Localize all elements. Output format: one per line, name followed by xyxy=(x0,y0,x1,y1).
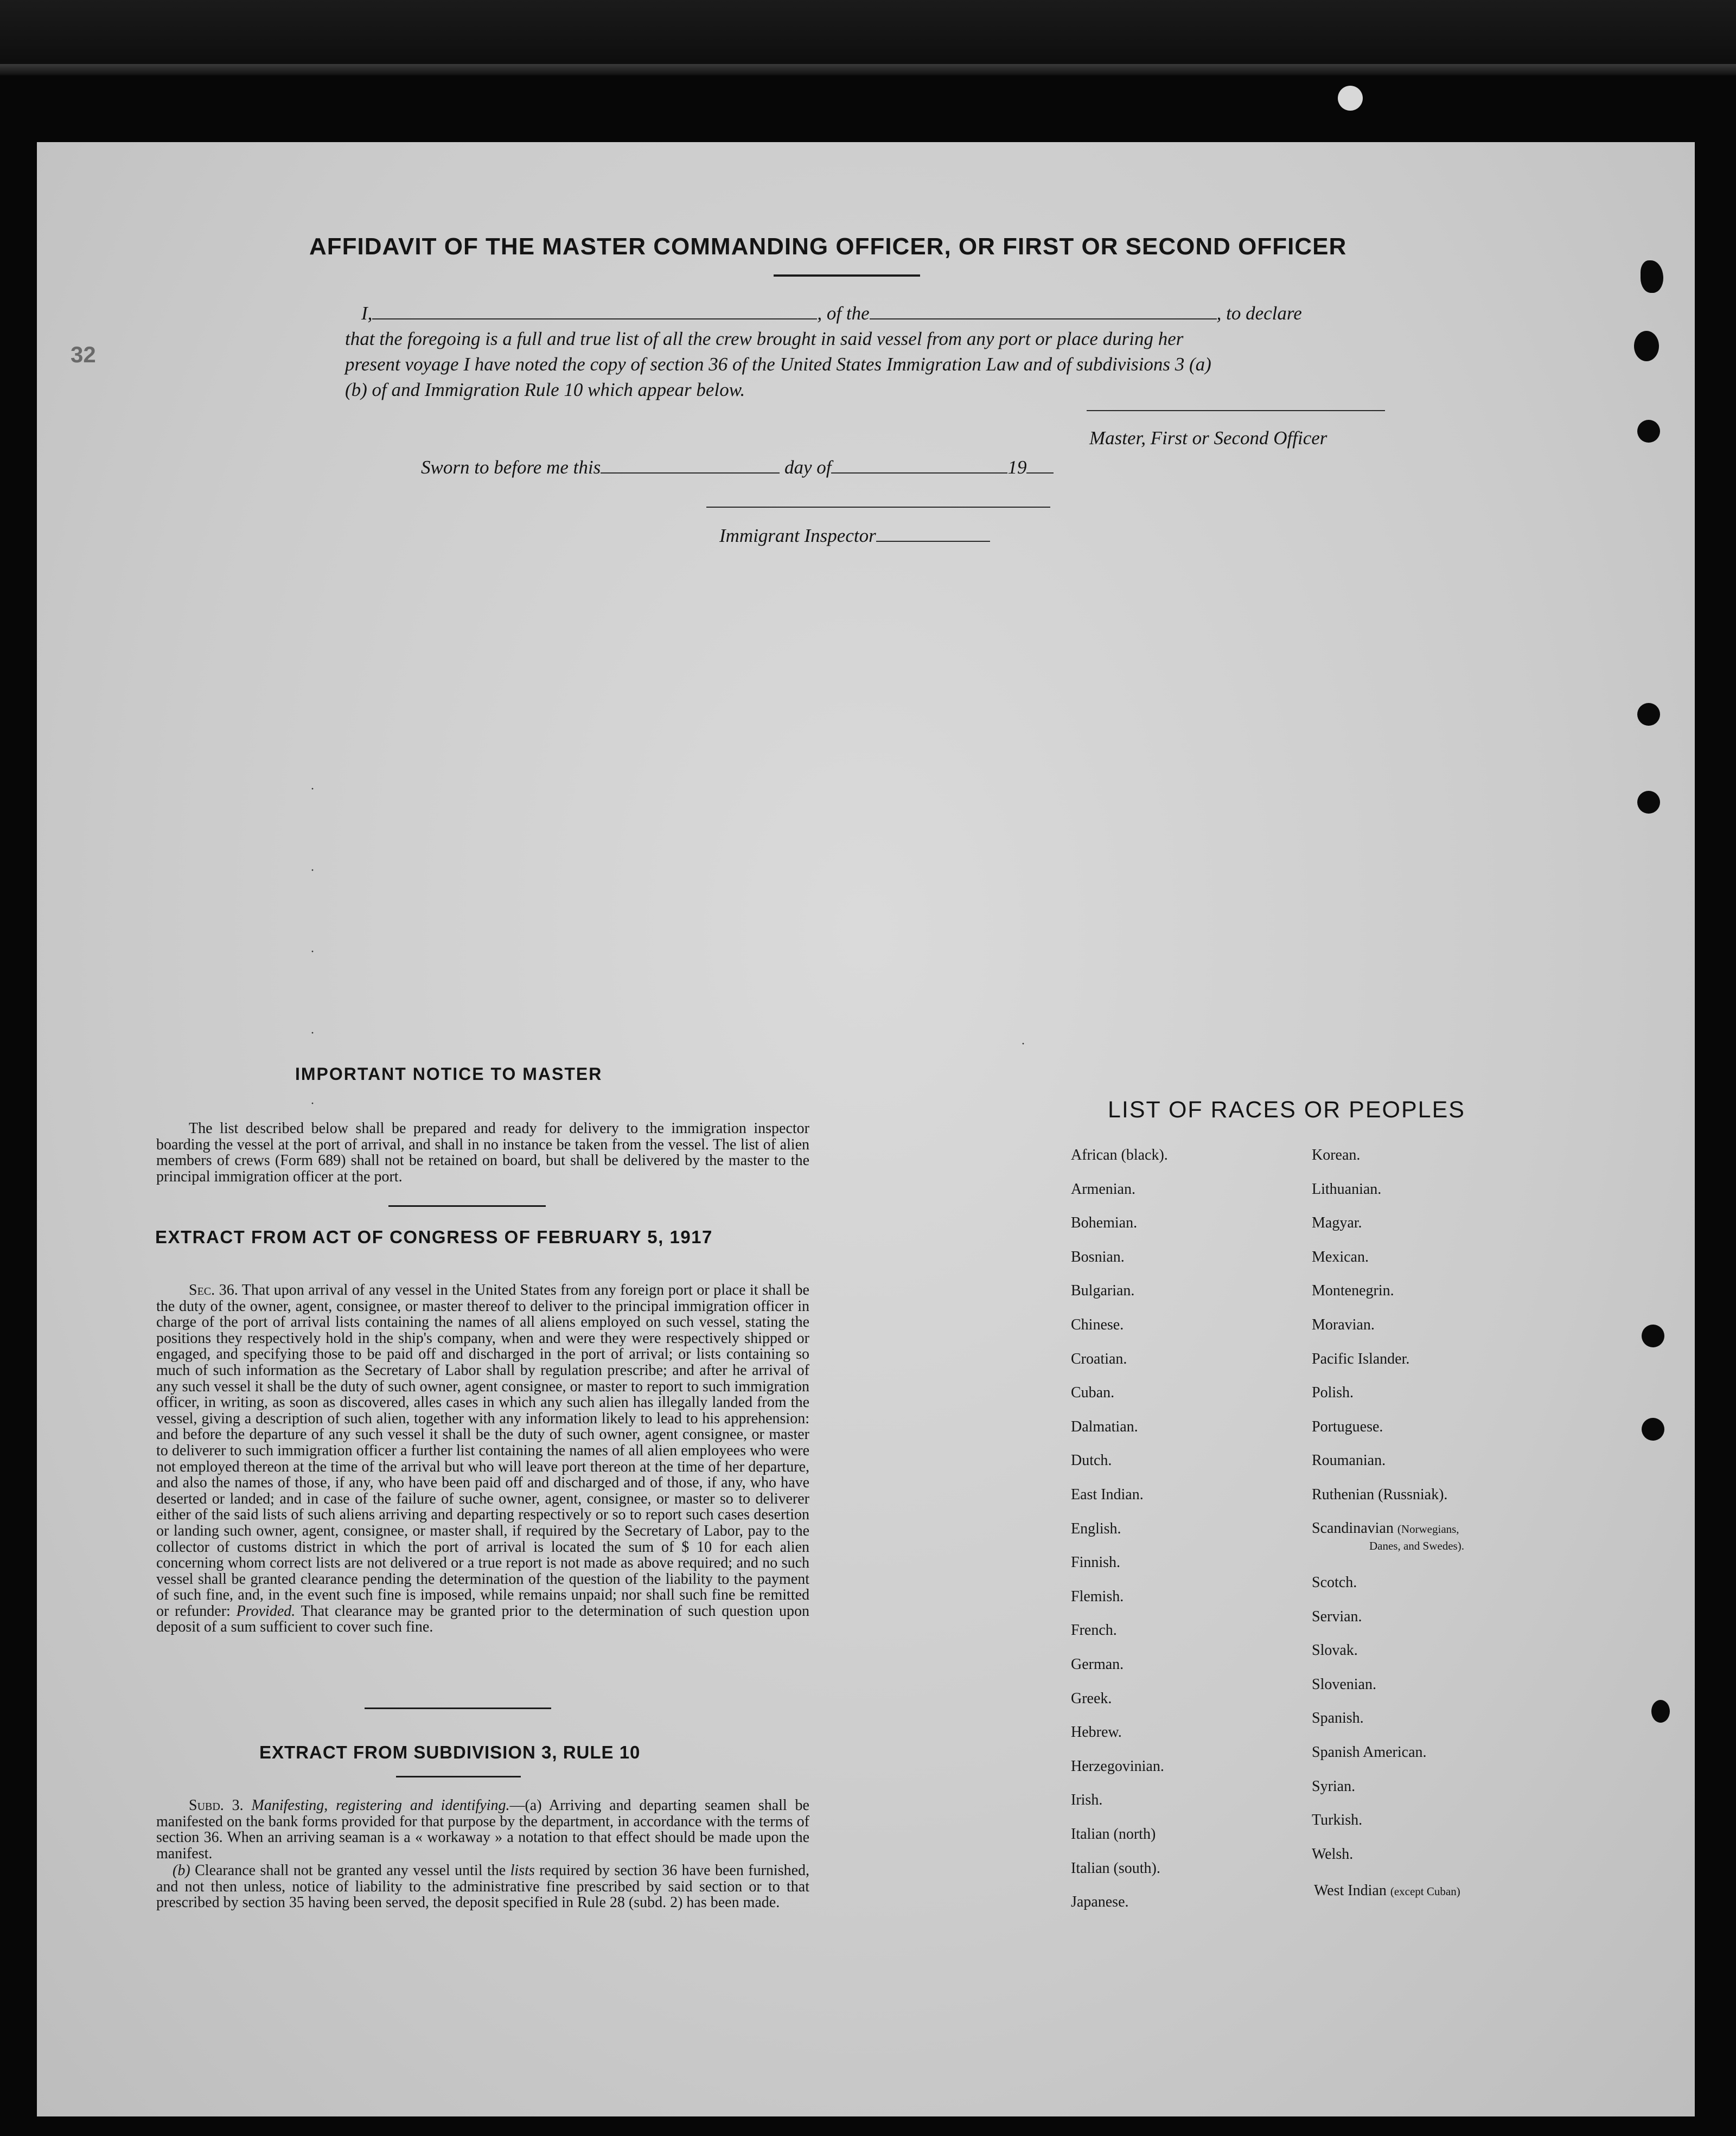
rule-subd-label: Subd. 3. xyxy=(189,1797,244,1814)
race-right_after-item: Syrian. xyxy=(1312,1777,1356,1795)
sworn-line xyxy=(421,455,1054,480)
affidavit-i: I, xyxy=(361,303,373,324)
race-left-item: English. xyxy=(1071,1520,1121,1537)
rule-title: EXTRACT FROM SUBDIVISION 3, RULE 10 xyxy=(259,1742,641,1762)
race-west-indian xyxy=(1314,1882,1460,1900)
affidavit-line-4: (b) of and Immigration Rule 10 which appear below. xyxy=(345,379,745,400)
act-body-end: That clearance may be granted prior to the determination of such question upon deposit of a sum sufficient to cover such fine. xyxy=(156,1602,810,1636)
race-right_after-item: Slovenian. xyxy=(1312,1675,1376,1693)
affidavit-line-1 xyxy=(361,300,1425,326)
race-left-item: Croatian. xyxy=(1071,1350,1127,1367)
race-left-item: Flemish. xyxy=(1071,1588,1124,1605)
punch-hole xyxy=(1637,791,1660,814)
affidavit-to-declare: , to declare xyxy=(1216,303,1302,324)
race-scandinavian-note-2: Danes, and Swedes). xyxy=(1369,1539,1464,1552)
notice-text: The list described below shall be prepared and ready for delivery to the immigration inspector boarding the vessel at the port of arrival, and shall in no instance be taken from the vessel. The list of alien members of crews (Form 689) shall not be retained on board, but shall be delivered by the master to the principal immigration officer at the port. xyxy=(156,1120,809,1185)
race-right-item: Montenegrin. xyxy=(1312,1282,1394,1300)
punch-hole xyxy=(1642,1325,1664,1347)
scanner-edge xyxy=(0,64,1736,75)
punch-hole xyxy=(1634,331,1659,361)
rule-part-b-label: (b) xyxy=(173,1862,190,1879)
race-right_after-item: Spanish. xyxy=(1312,1710,1364,1727)
race-scandinavian xyxy=(1312,1520,1464,1554)
stray-mark: · xyxy=(310,782,315,796)
punch-hole xyxy=(1637,703,1660,726)
act-section-label: Sec. 36. xyxy=(189,1282,238,1299)
notice-divider xyxy=(388,1205,546,1207)
race-west-indian-note: (except Cuban) xyxy=(1390,1885,1460,1898)
race-left-item: Cuban. xyxy=(1071,1384,1115,1402)
notice-title: IMPORTANT NOTICE TO MASTER xyxy=(295,1064,603,1084)
race-left-item: Finnish. xyxy=(1071,1554,1121,1571)
race-right_after-item: Servian. xyxy=(1312,1608,1362,1625)
punch-hole xyxy=(1637,420,1660,443)
inspector-line xyxy=(719,523,990,548)
race-left-item: French. xyxy=(1071,1622,1117,1639)
race-left-item: Dalmatian. xyxy=(1071,1418,1138,1435)
stray-mark: · xyxy=(310,1026,315,1040)
race-right-item: Ruthenian (Russniak). xyxy=(1312,1486,1448,1503)
rule-part-a xyxy=(156,1798,809,1862)
race-left-item: Hebrew. xyxy=(1071,1724,1122,1741)
race-right-item: Portuguese. xyxy=(1312,1418,1383,1435)
act-body: That upon arrival of any vessel in the United States from any foreign port or place it shall be the duty of the owner, agent, consignee, or master thereof to deliver to the principal immigration officer in charge of the port of arrival lists containing the names of all aliens employed on such vessel, stating the positions they respectively hold in the ship's company, when and were they were respectively shipped or engaged, and specifying those to be paid off and discharged in the port of arrival; or lists containing so much of such information as the Secretary of Labor shall by regulation prescribe; and after he arrival of any such vessel it shall be the duty of such owner, agent consignee, or master to report to such immigration officer, in writing, as soon as discovered, alles cases in which any such alien has illegally landed from the vessel, giving a description of such alien, together with any information likely to lead to his apprehension: and before the departure of any such vessel it shall be the duty of such owner, agent consignee, or master to deliverer to such immigration officer a further list containing the names of all alien employees who were not employed thereon at the time of the arrival but who will leave port thereon at the time of her departure, and also the names of those, if any, who have been paid off and discharged and of those, if any, who have deserted or landed; and in case of the failure of suche owner, agent, consignee, or master so to deliverer either of the said lists of such aliens arriving and departing respectively or so to report such cases desertion or landing such owner, agent, consignee, or master shall, if required by the Secretary of Labor, pay to the collector of customs district in which the port of arrival is located the sum of $ 10 for each alien concerning whom correct lists are not delivered or a true report is not made as above required; and no such vessel shall be granted clearance pending the determination of the question of the liability to the payment of such fine, and, in the event such fine is imposed, while remains unpaid; nor shall such fine be remitted or refunder: xyxy=(156,1282,809,1620)
race-right_after-item: Welsh. xyxy=(1312,1845,1354,1863)
race-left-item: East Indian. xyxy=(1071,1486,1144,1503)
affidavit-line-3: present voyage I have noted the copy of section 36 of the United States Immigration Law and of subdivisions 3 (a) xyxy=(345,354,1211,375)
rule-part-b-lists: lists xyxy=(510,1862,535,1879)
affidavit-of-the: , of the xyxy=(817,303,870,324)
race-right-item: Mexican. xyxy=(1312,1248,1369,1265)
act-text xyxy=(156,1282,809,1635)
race-right_after-item: Slovak. xyxy=(1312,1642,1358,1659)
race-left-item: Greek. xyxy=(1071,1690,1112,1707)
rule-part-b-text-2: required by section 36 have been furnished, and not then unless, notice of liability to the administrative fine prescribed by said section or to that prescribed by section 35 having been served, the deposit specified in Rule 28 (subd. 2) has been made. xyxy=(156,1862,810,1911)
affidavit-body xyxy=(345,300,1425,402)
race-right_after-item: Spanish American. xyxy=(1312,1744,1427,1761)
affidavit-title: AFFIDAVIT OF THE MASTER COMMANDING OFFICER, OR FIRST OR SECOND OFFICER xyxy=(309,233,1347,260)
rule-subd-heading: Manifesting, registering and identifying. xyxy=(251,1797,510,1814)
race-right-item: Lithuanian. xyxy=(1312,1180,1382,1198)
punch-hole xyxy=(1642,1418,1664,1441)
race-left-item: Dutch. xyxy=(1071,1452,1112,1469)
rule-part-a-label: —(a) xyxy=(509,1797,542,1814)
punch-hole xyxy=(1651,1700,1670,1723)
day-of-label: day of xyxy=(784,457,832,478)
margin-page-mark: 32 xyxy=(71,342,96,367)
act-title: EXTRACT FROM ACT OF CONGRESS OF FEBRUARY 5, 1917 xyxy=(155,1227,713,1247)
inspector-blank xyxy=(876,541,990,542)
stray-mark: · xyxy=(310,1097,315,1111)
race-right-item: Polish. xyxy=(1312,1384,1354,1402)
race-right-item: Magyar. xyxy=(1312,1214,1362,1232)
race-west-indian-label: West Indian xyxy=(1314,1882,1387,1899)
rule-part-b-text-1: Clearance shall not be granted any vessel until the xyxy=(195,1862,506,1879)
stray-mark: · xyxy=(1021,1037,1025,1051)
rule-part-b xyxy=(156,1863,809,1911)
affidavit-line-2: that the foregoing is a full and true list of all the crew brought in said vessel from any port or place during her xyxy=(345,328,1184,349)
year-label: 19 xyxy=(1007,457,1027,478)
race-right-item: Moravian. xyxy=(1312,1316,1375,1333)
race-left-item: Italian (north) xyxy=(1071,1826,1156,1843)
races-title: LIST OF RACES OR PEOPLES xyxy=(1108,1097,1465,1123)
year-blank xyxy=(1026,472,1054,474)
rule-part-a-text: Arriving and departing seamen shall be manifested on the bank forms provided for that purpose by the department, in accordance with the terms of section 36. When an arriving seaman is a « workaway » a notation to that effect should be made upon the manifest. xyxy=(156,1797,809,1862)
race-right_after-item: Turkish. xyxy=(1312,1812,1363,1829)
act-divider xyxy=(365,1707,551,1709)
race-left-item: Herzegovinian. xyxy=(1071,1757,1164,1775)
race-right-item: Pacific Islander. xyxy=(1312,1350,1410,1367)
punch-hole xyxy=(1641,260,1663,293)
race-left-item: Bosnian. xyxy=(1071,1248,1125,1265)
race-scandinavian-note-1: (Norwegians, xyxy=(1397,1523,1459,1536)
inspector-label: Immigrant Inspector xyxy=(719,525,876,546)
reel-marker xyxy=(1338,86,1363,111)
sworn-day-blank xyxy=(601,472,780,474)
vessel-blank xyxy=(870,318,1217,319)
name-blank xyxy=(372,318,817,319)
title-underline xyxy=(774,274,920,277)
race-left-item: African (black). xyxy=(1071,1147,1168,1163)
race-right_after-item: Scotch. xyxy=(1312,1574,1357,1591)
rule-title-underline xyxy=(396,1776,521,1777)
race-right-item: Roumanian. xyxy=(1312,1452,1386,1469)
race-left-item: Chinese. xyxy=(1071,1316,1124,1333)
race-left-item: Armenian. xyxy=(1071,1180,1135,1198)
stray-mark: · xyxy=(310,945,315,959)
race-left-item: Italian (south). xyxy=(1071,1859,1160,1877)
race-right-item: Korean. xyxy=(1312,1147,1361,1163)
stray-mark: · xyxy=(310,864,315,878)
race-left-item: Bohemian. xyxy=(1071,1214,1138,1232)
inspector-signature-line xyxy=(706,507,1050,508)
race-left-item: Japanese. xyxy=(1071,1894,1129,1911)
race-left-item: Bulgarian. xyxy=(1071,1282,1135,1300)
sworn-label: Sworn to before me this xyxy=(421,457,601,478)
race-scandinavian-label: Scandinavian xyxy=(1312,1520,1394,1537)
month-blank xyxy=(831,472,1007,474)
race-left-item: Irish. xyxy=(1071,1792,1103,1809)
document-page xyxy=(37,142,1695,2116)
act-provided-label: Provided. xyxy=(236,1602,296,1620)
signature-line xyxy=(1087,410,1385,411)
signature-label: Master, First or Second Officer xyxy=(1089,427,1327,449)
race-left-item: German. xyxy=(1071,1656,1124,1673)
